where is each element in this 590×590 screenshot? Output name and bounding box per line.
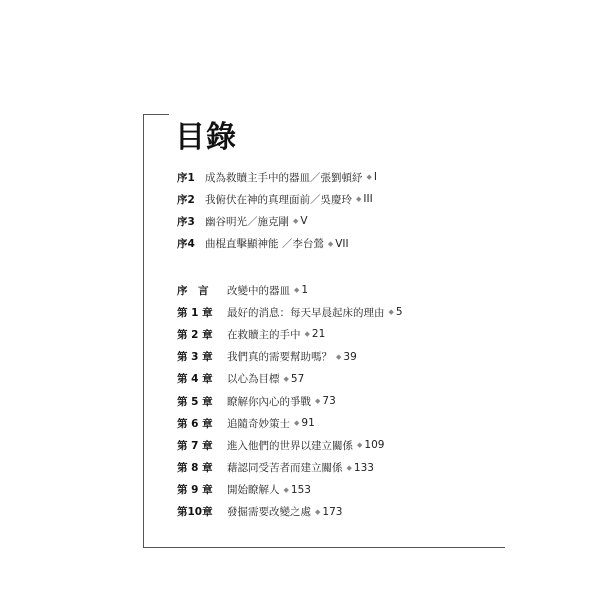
chapter-label: 第 3 章 xyxy=(177,351,213,364)
page-title: 目錄 xyxy=(175,120,237,156)
preface-entry xyxy=(177,166,377,188)
chapter-label: 序 言 xyxy=(177,284,209,297)
diamond-separator-icon: ◆ xyxy=(366,173,372,182)
chapter-label: 第10章 xyxy=(177,506,213,519)
diamond-separator-icon: ◆ xyxy=(304,330,310,339)
chapter-entry xyxy=(177,479,403,501)
page-number: 73 xyxy=(322,395,336,408)
diamond-separator-icon: ◆ xyxy=(356,195,362,204)
page-number: 39 xyxy=(343,350,357,363)
diamond-separator-icon: ◆ xyxy=(294,419,300,428)
page-number: VII xyxy=(335,237,349,250)
diamond-separator-icon: ◆ xyxy=(327,239,334,248)
page-number: III xyxy=(363,193,373,206)
diamond-separator-icon: ◆ xyxy=(346,463,352,472)
chapter-title: 追隨奇妙策士 xyxy=(227,417,290,430)
diamond-separator-icon: ◆ xyxy=(293,217,299,226)
page-number: 133 xyxy=(353,461,374,474)
preface-label: 序1 xyxy=(177,171,195,184)
chapter-title: 以心為目標 xyxy=(227,373,280,386)
chapter-entry xyxy=(177,457,403,479)
chapter-title: 進入他們的世界以建立關係 xyxy=(227,439,353,452)
chapter-entry xyxy=(177,501,403,523)
preface-entry xyxy=(177,233,377,255)
chapter-entry xyxy=(177,434,403,456)
preface-label: 序2 xyxy=(177,193,195,206)
diamond-separator-icon: ◆ xyxy=(283,485,289,494)
page-number: I xyxy=(373,171,377,184)
chapter-title: 改變中的器皿 xyxy=(227,284,290,297)
chapter-title: 在救贖主的手中 xyxy=(227,328,301,341)
diamond-separator-icon: ◆ xyxy=(357,441,363,450)
preface-title: 我俯伏在神的真理面前／吳慶玲 xyxy=(205,193,352,206)
chapter-list xyxy=(177,279,403,523)
chapter-entry xyxy=(177,323,403,345)
page-number: 153 xyxy=(290,483,311,496)
chapter-entry xyxy=(177,390,403,412)
diamond-separator-icon: ◆ xyxy=(315,507,321,516)
chapter-entry xyxy=(177,279,403,301)
chapter-title: 我們真的需要幫助嗎？ xyxy=(227,351,332,364)
chapter-entry xyxy=(177,301,403,323)
chapter-title: 瞭解你內心的爭戰 xyxy=(227,395,311,408)
chapter-title: 最好的消息：每天早晨起床的理由 xyxy=(227,306,385,319)
preface-title: 幽谷明光／施克剛 xyxy=(205,215,289,228)
page-number: 173 xyxy=(322,505,343,518)
diamond-separator-icon: ◆ xyxy=(294,286,300,295)
chapter-label: 第 6 章 xyxy=(177,417,213,430)
chapter-label: 第 1 章 xyxy=(177,306,213,319)
top-rule xyxy=(143,114,169,115)
chapter-title: 發掘需要改變之處 xyxy=(227,506,311,519)
chapter-label: 第 4 章 xyxy=(177,373,213,386)
left-rule xyxy=(143,114,144,548)
preface-entry xyxy=(177,210,377,232)
preface-label: 序3 xyxy=(177,215,195,228)
page-number: 57 xyxy=(290,372,305,385)
page-number: 21 xyxy=(311,328,326,341)
page-number: 5 xyxy=(395,306,403,319)
chapter-label: 第 7 章 xyxy=(177,439,213,452)
chapter-label: 第 8 章 xyxy=(177,462,213,475)
preface-entry xyxy=(177,188,377,210)
chapter-entry xyxy=(177,412,403,434)
preface-label: 序4 xyxy=(177,238,195,251)
page-number: 109 xyxy=(364,439,385,452)
preface-list xyxy=(177,166,377,255)
chapter-label: 第 2 章 xyxy=(177,328,213,341)
preface-title: 曲棍直擊顯神能 ／李台鶯 xyxy=(205,238,324,251)
page-number: V xyxy=(300,215,308,228)
diamond-separator-icon: ◆ xyxy=(315,397,321,406)
chapter-entry xyxy=(177,368,403,390)
diamond-separator-icon: ◆ xyxy=(283,374,289,383)
chapter-title: 藉認同受苦者而建立關係 xyxy=(227,462,343,475)
page-number: 91 xyxy=(301,417,315,430)
diamond-separator-icon: ◆ xyxy=(336,352,342,361)
page-number: 1 xyxy=(301,284,309,297)
chapter-label: 第 5 章 xyxy=(177,395,213,408)
chapter-title: 開始瞭解人 xyxy=(227,484,280,497)
diamond-separator-icon: ◆ xyxy=(388,308,394,317)
chapter-entry xyxy=(177,346,403,368)
preface-title: 成為救贖主手中的器皿／張劉頓紓 xyxy=(205,171,363,184)
chapter-label: 第 9 章 xyxy=(177,484,213,497)
bottom-rule xyxy=(143,547,505,548)
